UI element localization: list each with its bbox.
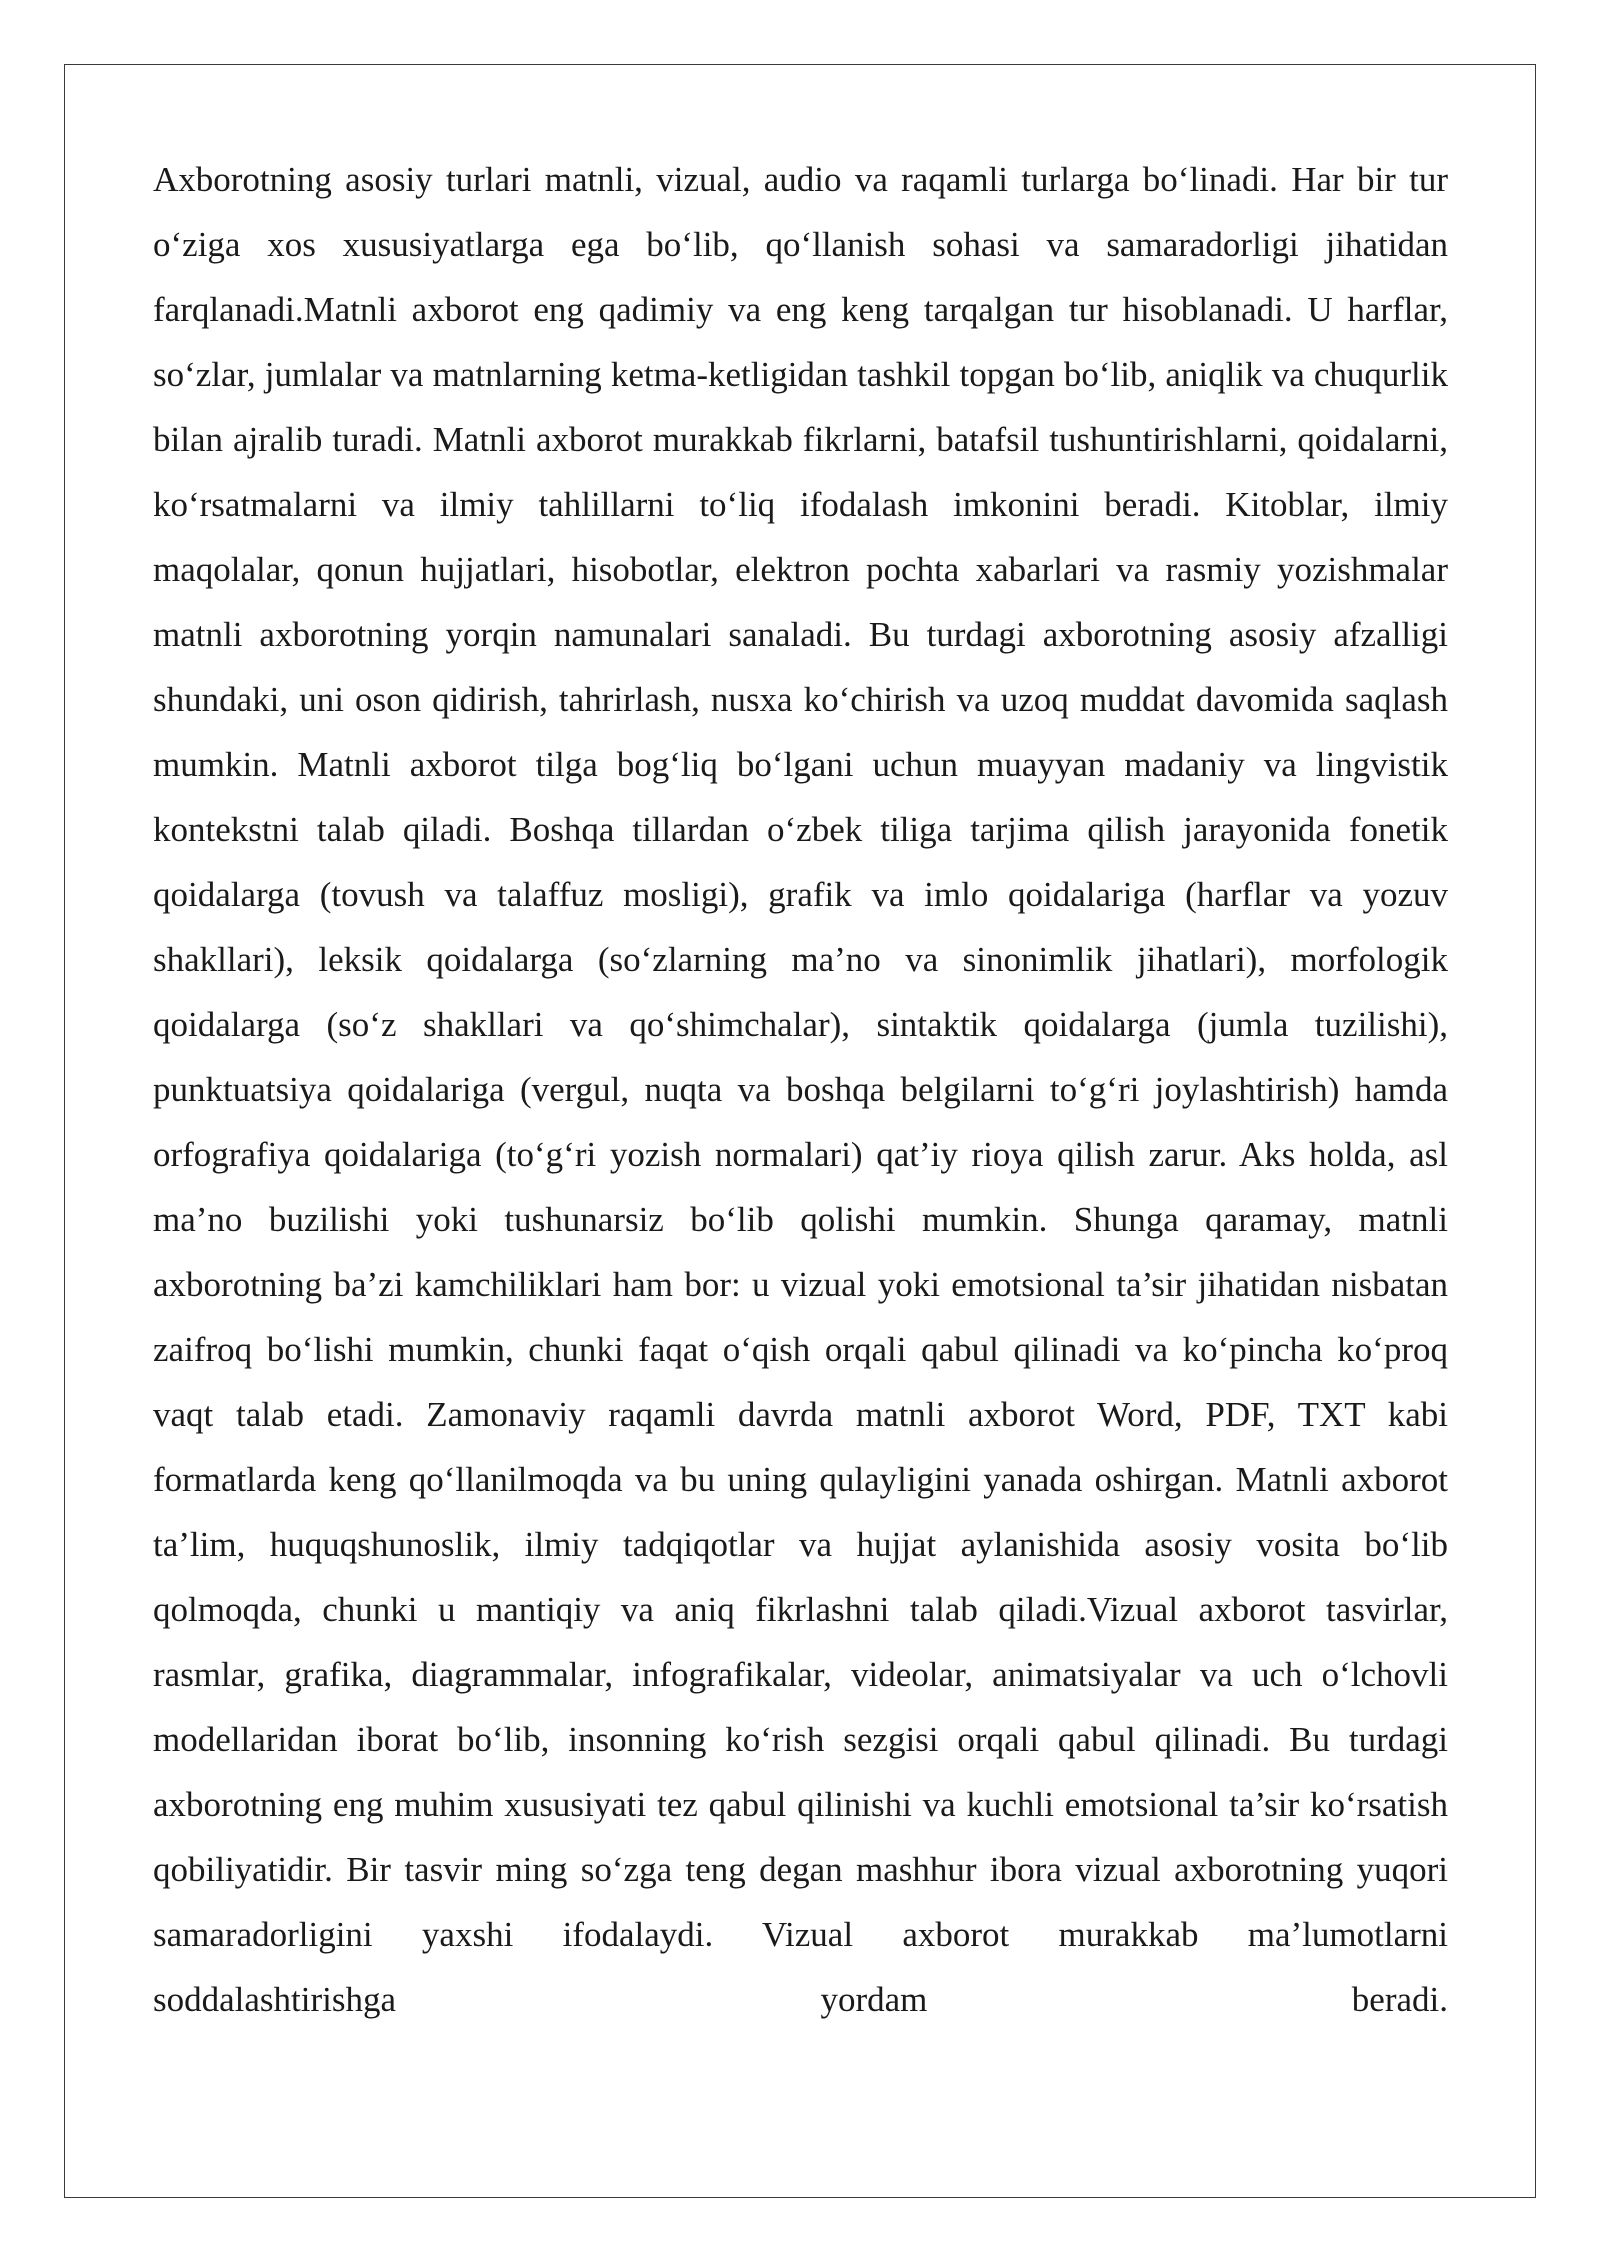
body-paragraph: Axborotning asosiy turlari matnli, vizual, audio va raqamli turlarga bo‘linadi. Har bir tur o‘ziga xos xususiyatlarga ega bo‘lib, qo‘llanish sohasi va samaradorligi jihatidan farqlanadi.Matnli axborot eng qadimiy va eng keng tarqalgan tur hisoblanadi. U harflar, so‘zlar, jumlalar va matnlarning ketma-ketligidan tashkil topgan bo‘lib, aniqlik va chuqurlik bilan ajralib turadi. Matnli axborot murakkab fikrlarni, batafsil tushuntirishlarni, qoidalarni, ko‘rsatmalarni va ilmiy tahlillarni to‘liq ifodalash imkonini beradi. Kitoblar, ilmiy maqolalar, qonun hujjatlari, hisobotlar, elektron pochta xabarlari va rasmiy yozishmalar matnli axborotning yorqin namunalari sanaladi. Bu turdagi axborotning asosiy afzalligi shundaki, uni oson qidirish, tahrirlash, nusxa ko‘chirish va uzoq muddat davomida saqlash mumkin. Matnli axborot tilga bog‘liq bo‘lgani uchun muayyan madaniy va lingvistik kontekstni talab qiladi. Boshqa tillardan o‘zbek tiliga tarjima qilish jarayonida fonetik qoidalarga (tovush va talaffuz mosligi), grafik va imlo qoidalariga (harflar va yozuv shakllari), leksik qoidalarga (so‘zlarning ma’no va sinonimlik jihatlari), morfologik qoidalarga (so‘z shakllari va qo‘shimchalar), sintaktik qoidalarga (jumla tuzilishi), punktuatsiya qoidalariga (vergul, nuqta va boshqa belgilarni to‘g‘ri joylashtirish) hamda orfografiya qoidalariga (to‘g‘ri yozish normalari) qat’iy rioya qilish zarur. Aks holda, asl ma’no buzilishi yoki tushunarsiz bo‘lib qolishi mumkin. Shunga qaramay, matnli axborotning ba’zi kamchiliklari ham bor: u vizual yoki emotsional ta’sir jihatidan nisbatan zaifroq bo‘lishi mumkin, chunki faqat o‘qish orqali qabul qilinadi va ko‘pincha ko‘proq vaqt talab etadi. Zamonaviy raqamli davrda matnli axborot Word, PDF, TXT kabi formatlarda keng qo‘llanilmoqda va bu uning qulayligini yanada oshirgan. Matnli axborot ta’lim, huquqshunoslik, ilmiy tadqiqotlar va hujjat aylanishida asosiy vosita bo‘lib qolmoqda, chunki u mantiqiy va aniq fikrlashni talab qiladi.Vizual axborot tasvirlar, rasmlar, grafika, diagrammalar, infografikalar, videolar, animatsiyalar va uch o‘lchovli modellaridan iborat bo‘lib, insonning ko‘rish sezgisi orqali qabul qilinadi. Bu turdagi axborotning eng muhim xususiyati tez qabul qilinishi va kuchli emotsional ta’sir ko‘rsatish qobiliyatidir. Bir tasvir ming so‘zga teng degan mashhur ibora vizual axborotning yuqori samaradorligini yaxshi ifodalaydi. Vizual axborot murakkab ma’lumotlarni soddalashtirishga yordam beradi. [153, 160, 1448, 2019]
